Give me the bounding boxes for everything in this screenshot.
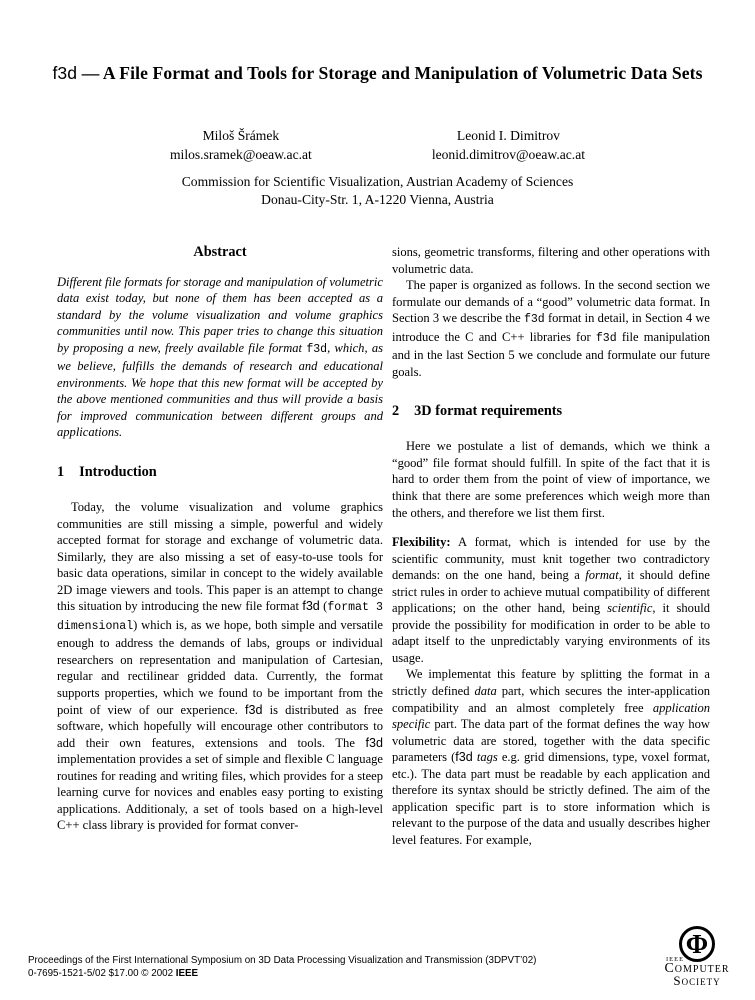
logo-society-text: Society (673, 973, 721, 988)
section-2-heading (392, 403, 710, 420)
ieee-phi-emblem-icon: Φ (679, 926, 715, 962)
requirements-intro-paragraph: Here we postulate a list of demands, which we think a “good” file format should fulfill. In spite of the fact that it is hard to order them from the point of view of importance, we think that there are some preferences which weigh more than the others, and therefore we list them first. (392, 439, 710, 520)
data-part-paragraph: We implementat this feature by splitting the format in a strictly defined data part, which secures the inter-application compatibility and an almost completely free application specific part. The data part of the format defines the way how volumetric data are stored, together with the data specific parameters (f3d tags e.g. grid dimensions, type, voxel format, etc.). The data part must be readable by each application and therefore its syntax should be strictly defined. The aim of the application specific part is to store information which is relevant to the purpose of the data and usually describes higher level features. For example, (392, 667, 711, 847)
abstract-paragraph: Different file formats for storage and manipulation of volumetric data exist today, but none of them has been accepted as a standard by the volume visualization and volume graphics communities until now. This paper tries to change this situation by proposing a new, freely available file format f3d, which, as we believe, fulfills the demands of research and educational environments. We hope that this new format will be accepted by the above mentioned communities and thus will provide a basis for improved communication between different groups and applications. (57, 274, 383, 440)
author-name: Miloš Šrámek (202, 128, 280, 143)
affiliation (0, 173, 755, 209)
paper-title: f3d — A File Format and Tools for Storage and Manipulation of Volumetric Data Sets (52, 63, 703, 83)
author-block-1 (170, 126, 312, 164)
footer-copyright (28, 955, 536, 980)
section-1-heading (57, 464, 383, 481)
intro-paragraph: Today, the volume visualization and volume graphics communities are still missing a simple, powerful and widely accepted format for storage and exchange of volumetric data. Similarly, they are also missing a set of easy-to-use tools for basic data operations, similar in concept to the widely available 2D image viewers and tools. This paper is an attempt to change this situation by introducing the new file format f3d (format 3 dimensional) which is, as we hope, both simple and versatile enough to address the demands of labs, groups or individual researchers on representation and manipulation of Cartesian, regular and rectilinear gridded data. Currently, the format supports properties, which we found to be important from the point of view of our experience. f3d is distributed as free software, which hopefully will encourage other contributors to add their own features, extensions and tools. The f3d implementation provides a set of simple and flexible C language routines for reading and writing files, which provides for a steep learning curve for novices and enables easy porting to existing applications. Additionaly, a set of tools based on a high-level C++ class library is provided for format conver- (57, 500, 383, 833)
author-email: milos.sramek@oeaw.ac.at (169, 147, 312, 162)
author-email: leonid.dimitrov@oeaw.ac.at (431, 147, 586, 162)
section-2-number: 2 (392, 403, 400, 420)
continuation-paragraph: sions, geometric transforms, filtering and other operations with volumetric data. (392, 245, 710, 276)
right-column (392, 244, 710, 849)
logo-ieee-text: IEEE (666, 956, 685, 963)
two-column-body (0, 244, 755, 849)
affiliation-line-1: Commission for Scientific Visualization, Austrian Academy of Sciences (181, 174, 574, 189)
section-1-title: Introduction (79, 464, 157, 481)
flexibility-paragraph: Flexibility: A format, which is intended for use by the scientific community, must knit together two contradictory demands: on the one hand, being a format, it should define strict rules in order to achieve mutual compatibility of different applications; on the other hand, being scientific, it should provide the possibility for modification in order to be able to adapt itself to the unpredictably varying environments of its usage. (392, 535, 710, 665)
abstract-heading: Abstract (193, 244, 247, 260)
authors-row (0, 126, 755, 164)
section-1-number: 1 (57, 464, 65, 481)
affiliation-line-2: Donau-City-Str. 1, A-1220 Vienna, Austria (261, 192, 494, 207)
paper-organization-paragraph: The paper is organized as follows. In the second section we formulate our demands of a “good” volumetric data format. In Section 3 we describe the f3d format in detail, in Section 4 we introduce the C and C++ libraries for f3d file manipulation and in the last Section 5 we conclude and formulate our future goals. (392, 278, 710, 379)
ieee-computer-society-logo (652, 926, 742, 987)
author-name: Leonid I. Dimitrov (456, 128, 560, 143)
footer-isbn-line: 0-7695-1521-5/02 $17.00 © 2002 IEEE (28, 967, 199, 979)
footer-proceedings-line: Proceedings of the First International Symposium on 3D Data Processing Visualization and Transmission (3DPVT’02) (28, 955, 537, 966)
section-2-title: 3D format requirements (414, 403, 563, 420)
logo-computer-text: Computer (664, 961, 730, 976)
left-column (57, 244, 383, 849)
author-block-2 (432, 126, 585, 164)
